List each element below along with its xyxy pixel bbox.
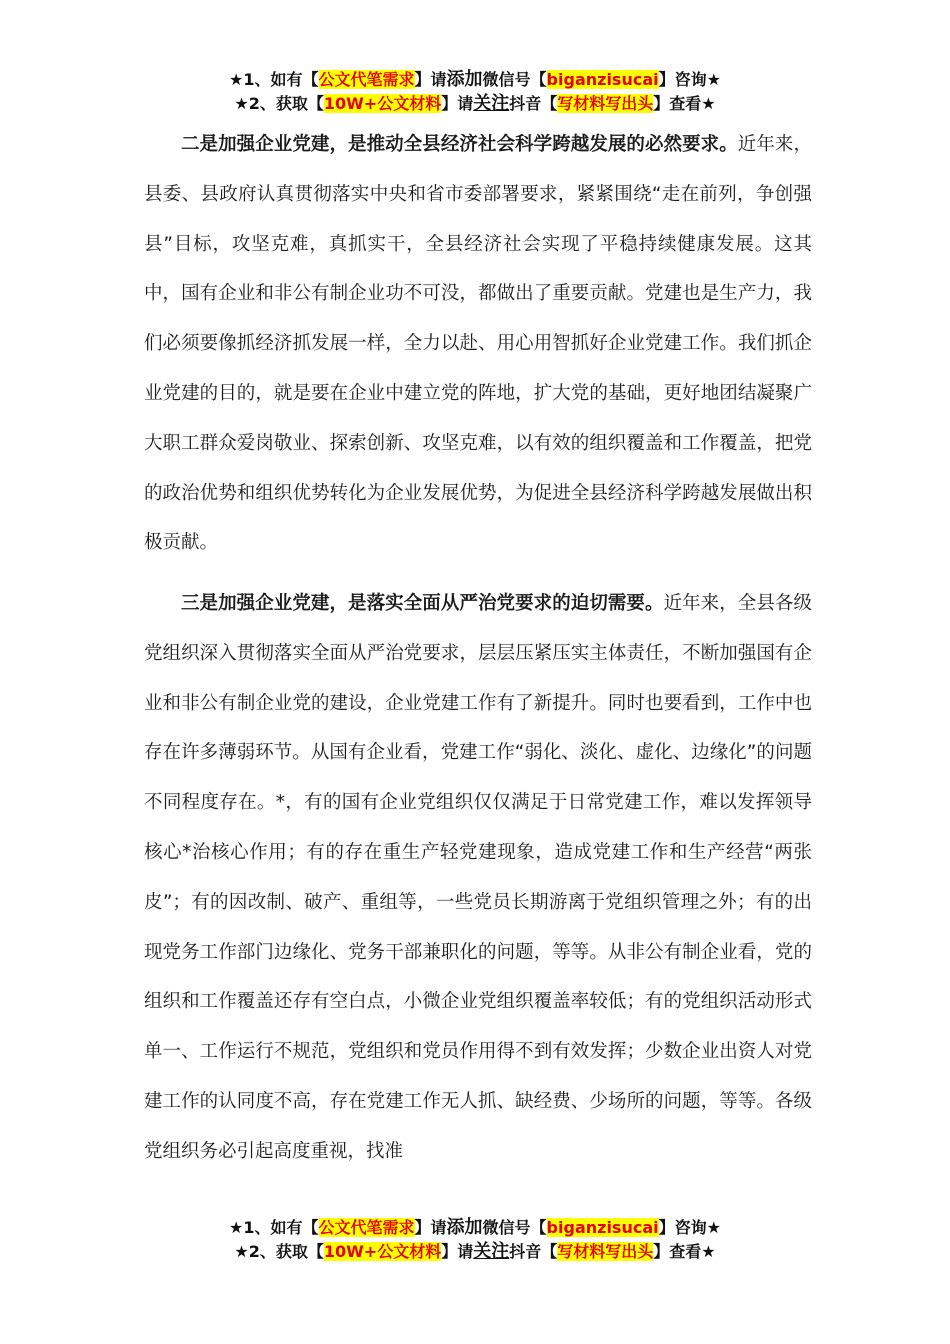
paragraph-2 (144, 120, 812, 568)
banner-text: 】请 (414, 70, 447, 89)
highlight-wechat-id: biganzisucai (546, 70, 659, 89)
banner-text: 抖音【 (509, 94, 558, 113)
banner-emphasis-follow: 关注 (473, 1241, 510, 1262)
paragraph-body: 近年来，全县各级党组织深入贯彻落实全面从严治党要求，层层压紧压实主体责任，不断加强国有企业和非公有制企业党的建设，企业党建工作有了新提升。同时也要看到，工作中也存在许多薄弱环节。从国有企业看，党建工作“弱化、淡化、虚化、边缘化”的问题不同程度存在。*，有的国有企业党组织仅仅满足于日常党建工作，难以发挥领导核心*治核心作用；有的存在重生产轻党建现象，造成党建工作和生产经营“两张皮”；有的因改制、破产、重组等，一些党员长期游离于党组织管理之外；有的出现党务工作部门边缘化、党务干部兼职化的问题，等等。从非公有制企业看，党的组织和工作覆盖还存有空白点，小微企业党组织覆盖率较低；有的党组织活动形式单一、工作运行不规范，党组织和党员作用得不到有效发挥；少数企业出资人对党建工作的认同度不高，存在党建工作无人抓、缺经费、少场所的问题，等等。各级党组织务必引起高度重视，找准 (144, 593, 812, 1162)
banner-text: ★2、获取【 (234, 94, 324, 113)
banner-text: 】查看★ (653, 94, 716, 113)
header-banner (0, 68, 950, 116)
paragraph-3 (144, 579, 812, 1177)
highlight-ghostwriting: 公文代笔需求 (318, 1218, 415, 1237)
banner-text: 】查看★ (653, 1242, 716, 1261)
banner-text: 微信号【 (482, 70, 547, 89)
highlight-materials: 10W+公文材料 (323, 94, 442, 113)
banner-text: 】咨询★ (658, 1218, 721, 1237)
banner-text: ★1、如有【 (229, 1218, 319, 1237)
banner-line-2 (0, 1240, 950, 1264)
banner-text: ★1、如有【 (229, 70, 319, 89)
highlight-douyin-account: 写材料写出头 (557, 1242, 654, 1261)
banner-emphasis-follow: 关注 (473, 93, 510, 114)
banner-text: 】请 (441, 1242, 474, 1261)
banner-text: 微信号【 (482, 1218, 547, 1237)
footer-banner (0, 1216, 950, 1264)
banner-text: 】请 (441, 94, 474, 113)
banner-line-2 (0, 92, 950, 116)
banner-emphasis-add: 添加 (446, 69, 483, 90)
banner-emphasis-add: 添加 (446, 1217, 483, 1238)
banner-text: ★2、获取【 (234, 1242, 324, 1261)
banner-line-1 (0, 68, 950, 92)
highlight-douyin-account: 写材料写出头 (557, 94, 654, 113)
banner-text: 】请 (414, 1218, 447, 1237)
highlight-wechat-id: biganzisucai (546, 1218, 659, 1237)
paragraph-lead: 二是加强企业党建，是推动全县经济社会科学跨越发展的必然要求。 (181, 134, 738, 155)
banner-line-1 (0, 1216, 950, 1240)
highlight-ghostwriting: 公文代笔需求 (318, 70, 415, 89)
banner-text: 】咨询★ (658, 70, 721, 89)
paragraph-body: 近年来，县委、县政府认真贯彻落实中央和省市委部署要求，紧紧围绕“走在前列，争创强县”目标，攻坚克难，真抓实干，全县经济社会实现了平稳持续健康发展。这其中，国有企业和非公有制企业功不可没，都做出了重要贡献。党建也是生产力，我们必须要像抓经济抓发展一样，全力以赴、用心用智抓好企业党建工作。我们抓企业党建的目的，就是要在企业中建立党的阵地，扩大党的基础，更好地团结凝聚广大职工群众爱岗敬业、探索创新、攻坚克难，以有效的组织覆盖和工作覆盖，把党的政治优势和组织优势转化为企业发展优势，为促进全县经济科学跨越发展做出积极贡献。 (144, 134, 812, 554)
highlight-materials: 10W+公文材料 (323, 1242, 442, 1261)
banner-text: 抖音【 (509, 1242, 558, 1261)
paragraph-lead: 三是加强企业党建，是落实全面从严治党要求的迫切需要。 (181, 593, 664, 614)
